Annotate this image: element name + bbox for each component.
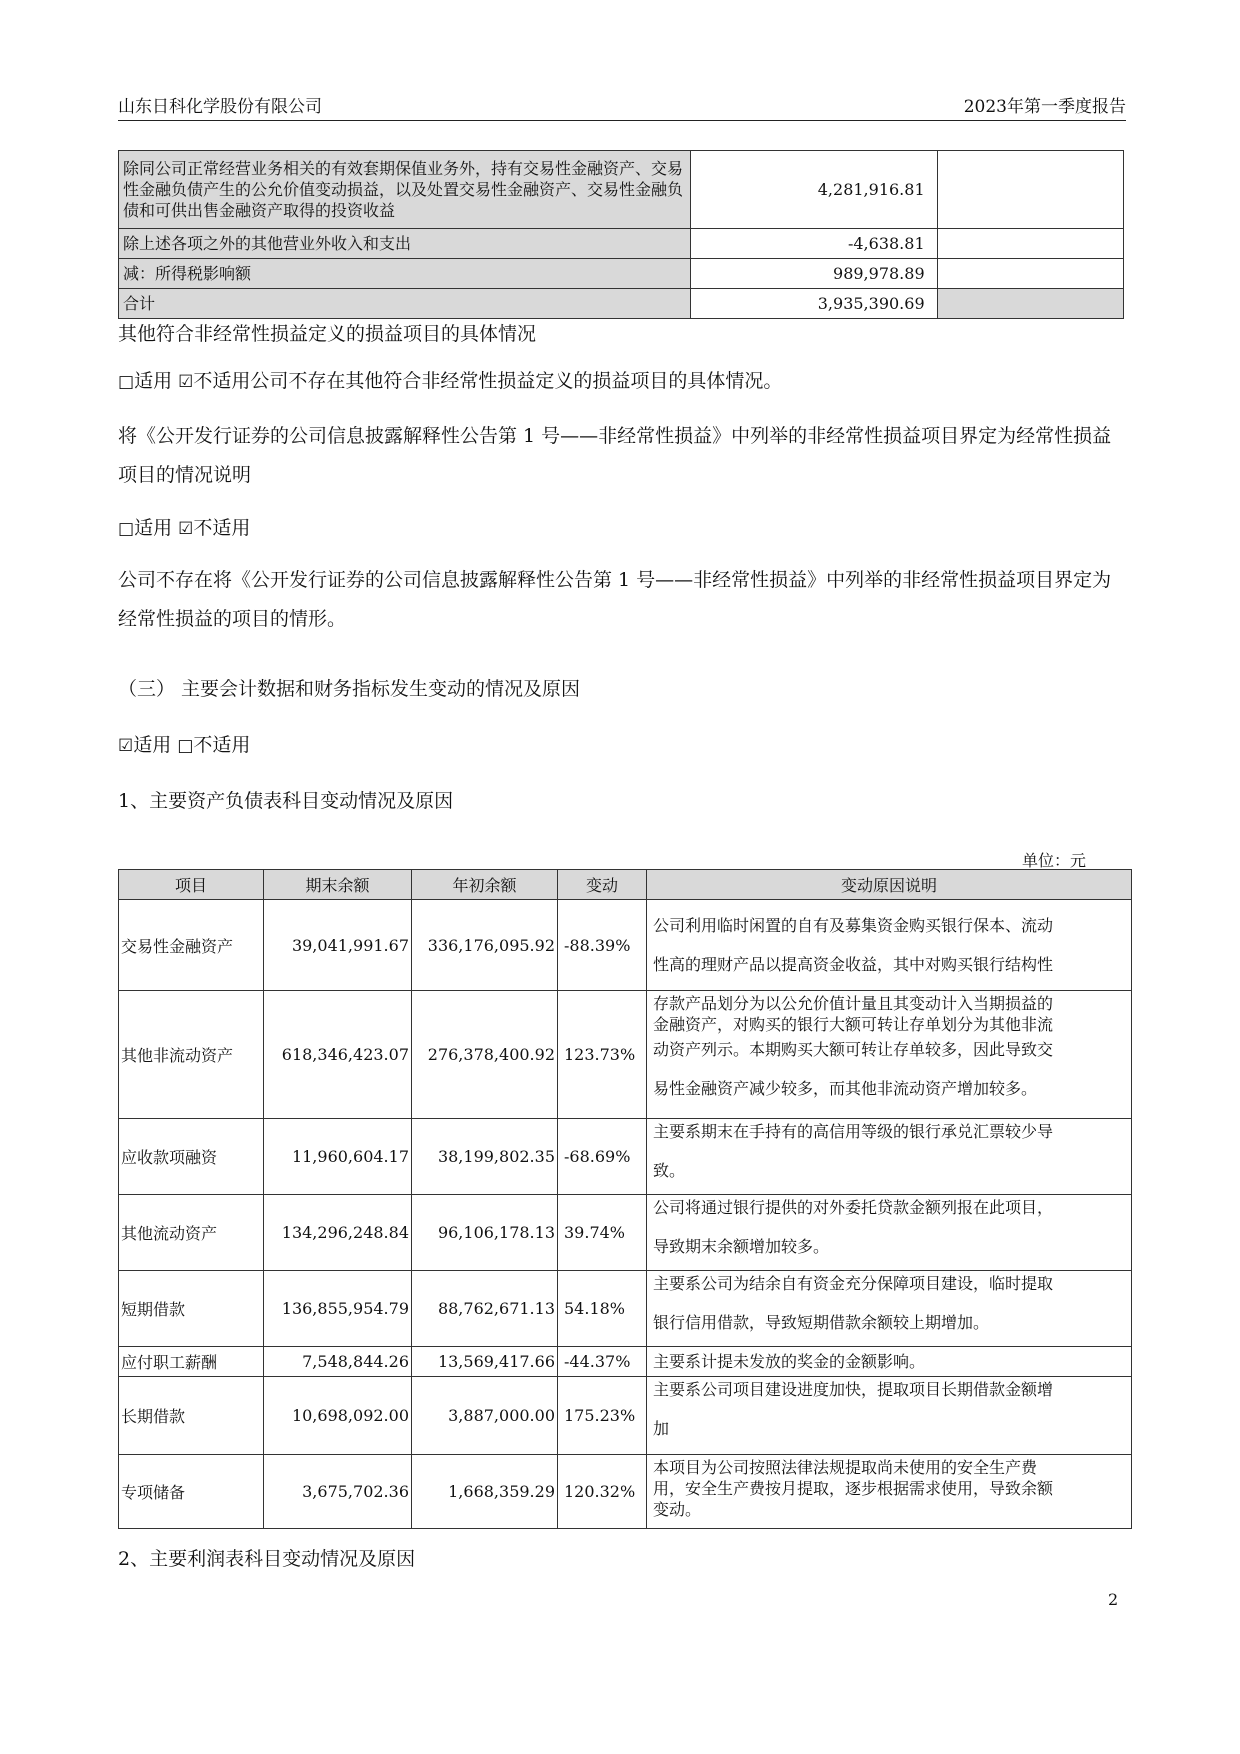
change-cell: -88.39%	[558, 900, 647, 991]
checkbox-empty-icon: □	[177, 736, 194, 756]
begin-balance-cell: 38,199,802.35	[412, 1119, 558, 1195]
end-balance-cell: 10,698,092.00	[264, 1377, 412, 1455]
checkbox-empty-icon: □	[118, 519, 135, 539]
paragraph: 公司不存在将《公开发行证券的公司信息披露解释性公告第 1 号——非经常性损益》中列举的非经常性损益项目界定为经常性损益的项目的情形。	[118, 569, 1112, 630]
balance-sheet-changes-table	[118, 869, 1132, 1529]
table-row	[119, 1119, 1132, 1195]
reason-cell: 存款产品划分为以公允价值计量且其变动计入当期损益的 金融资产，对购买的银行大额可转让存单划分为其他非流 动资产列示。本期购买大额可转让存单较多，因此导致交 易性金融资产减少较多，而其他非流动资产增加较多。	[647, 991, 1132, 1119]
table-row	[119, 289, 1124, 319]
change-cell: 120.32%	[558, 1455, 647, 1529]
note-cell	[937, 259, 1123, 289]
note-cell	[937, 151, 1123, 229]
table-row	[119, 259, 1124, 289]
end-balance-cell: 7,548,844.26	[264, 1347, 412, 1377]
note-cell	[937, 289, 1123, 319]
table-row	[119, 1455, 1132, 1529]
column-header: 期末余额	[264, 870, 412, 900]
table-row	[119, 1271, 1132, 1347]
begin-balance-cell: 96,106,178.13	[412, 1195, 558, 1271]
item-cell: 其他非流动资产	[119, 991, 264, 1119]
table-row	[119, 991, 1132, 1119]
column-header: 变动原因说明	[647, 870, 1132, 900]
begin-balance-cell: 88,762,671.13	[412, 1271, 558, 1347]
item-cell: 其他流动资产	[119, 1195, 264, 1271]
change-cell: 123.73%	[558, 991, 647, 1119]
change-cell: 54.18%	[558, 1271, 647, 1347]
subsection-heading: 2、主要利润表科目变动情况及原因	[118, 1548, 416, 1570]
item-cell: 除同公司正常经营业务相关的有效套期保值业务外，持有交易性金融资产、交易性金融负债产生的公允价值变动损益，以及处置交易性金融资产、交易性金融负债和可供出售金融资产取得的投资收益	[119, 151, 691, 229]
paragraph: 其他符合非经常性损益定义的损益项目的具体情况	[118, 323, 537, 345]
end-balance-cell: 618,346,423.07	[264, 991, 412, 1119]
reason-cell: 主要系期末在手持有的高信用等级的银行承兑汇票较少导 致。	[647, 1119, 1132, 1195]
end-balance-cell: 3,675,702.36	[264, 1455, 412, 1529]
page-header	[118, 90, 1126, 121]
reason-cell: 主要系公司项目建设进度加快，提取项目长期借款金额增 加	[647, 1377, 1132, 1455]
change-cell: -68.69%	[558, 1119, 647, 1195]
table-row	[119, 151, 1124, 229]
reason-cell: 公司将通过银行提供的对外委托贷款金额列报在此项目， 导致期末余额增加较多。	[647, 1195, 1132, 1271]
amount-cell: 4,281,916.81	[691, 151, 937, 229]
item-cell: 专项储备	[119, 1455, 264, 1529]
item-cell: 减：所得税影响额	[119, 259, 691, 289]
column-header: 项目	[119, 870, 264, 900]
begin-balance-cell: 3,887,000.00	[412, 1377, 558, 1455]
table-row	[119, 1195, 1132, 1271]
paragraph: ☑适用 □不适用	[118, 734, 251, 756]
begin-balance-cell: 1,668,359.29	[412, 1455, 558, 1529]
company-name: 山东日科化学股份有限公司	[118, 97, 322, 117]
unit-label: 单位：元	[1022, 851, 1087, 870]
paragraph: □适用 ☑不适用公司不存在其他符合非经常性损益定义的损益项目的具体情况。	[118, 370, 783, 392]
table-row	[119, 229, 1124, 259]
item-cell: 应收款项融资	[119, 1119, 264, 1195]
note-cell	[937, 229, 1123, 259]
column-header: 年初余额	[412, 870, 558, 900]
table-row	[119, 1347, 1132, 1377]
end-balance-cell: 136,855,954.79	[264, 1271, 412, 1347]
reason-cell: 主要系公司为结余自有资金充分保障项目建设，临时提取 银行信用借款，导致短期借款余额较上期增加。	[647, 1271, 1132, 1347]
report-title: 2023年第一季度报告	[963, 97, 1126, 117]
begin-balance-cell: 13,569,417.66	[412, 1347, 558, 1377]
item-cell: 长期借款	[119, 1377, 264, 1455]
table-row	[119, 1377, 1132, 1455]
column-header: 变动	[558, 870, 647, 900]
checkbox-checked-icon: ☑	[178, 519, 194, 539]
non-recurring-items-table	[118, 150, 1124, 319]
begin-balance-cell: 276,378,400.92	[412, 991, 558, 1119]
item-cell: 除上述各项之外的其他营业外收入和支出	[119, 229, 691, 259]
section-heading: （三） 主要会计数据和财务指标发生变动的情况及原因	[118, 678, 581, 700]
reason-cell: 本项目为公司按照法律法规提取尚未使用的安全生产费 用，安全生产费按月提取，逐步根据需求使用，导致余额 变动。	[647, 1455, 1132, 1529]
table-header-row	[119, 870, 1132, 900]
end-balance-cell: 134,296,248.84	[264, 1195, 412, 1271]
paragraph: □适用 ☑不适用	[118, 517, 251, 539]
reason-cell: 公司利用临时闲置的自有及募集资金购买银行保本、流动 性高的理财产品以提高资金收益，其中对购买银行结构性	[647, 900, 1132, 991]
paragraph: 将《公开发行证券的公司信息披露解释性公告第 1 号——非经常性损益》中列举的非经常性损益项目界定为经常性损益项目的情况说明	[118, 425, 1112, 486]
reason-cell: 主要系计提未发放的奖金的金额影响。	[647, 1347, 1132, 1377]
item-cell: 应付职工薪酬	[119, 1347, 264, 1377]
end-balance-cell: 11,960,604.17	[264, 1119, 412, 1195]
checkbox-empty-icon: □	[118, 372, 135, 392]
item-cell: 交易性金融资产	[119, 900, 264, 991]
begin-balance-cell: 336,176,095.92	[412, 900, 558, 991]
end-balance-cell: 39,041,991.67	[264, 900, 412, 991]
amount-cell: 3,935,390.69	[691, 289, 937, 319]
item-cell: 短期借款	[119, 1271, 264, 1347]
subsection-heading: 1、主要资产负债表科目变动情况及原因	[118, 790, 454, 812]
table-row	[119, 900, 1132, 991]
item-cell: 合计	[119, 289, 691, 319]
change-cell: 175.23%	[558, 1377, 647, 1455]
page-number: 2	[1108, 1590, 1119, 1609]
change-cell: 39.74%	[558, 1195, 647, 1271]
checkbox-checked-icon: ☑	[178, 372, 194, 392]
checkbox-checked-icon: ☑	[118, 736, 134, 756]
amount-cell: -4,638.81	[691, 229, 937, 259]
change-cell: -44.37%	[558, 1347, 647, 1377]
amount-cell: 989,978.89	[691, 259, 937, 289]
